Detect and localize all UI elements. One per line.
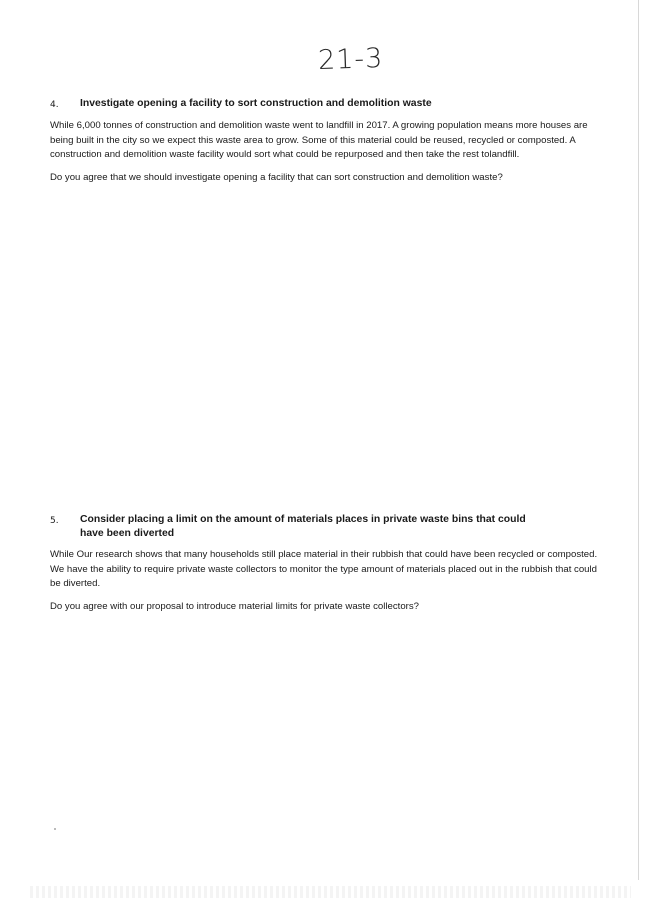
section-4-question: Do you agree that we should investigate opening a facility that can sort construction and demolition waste? [50, 171, 503, 183]
scan-noise-strip [30, 886, 631, 898]
section-4 [50, 97, 602, 193]
section-4-title: Investigate opening a facility to sort construction and demolition waste [80, 98, 432, 109]
section-5-number: 5. [50, 516, 59, 526]
section-5-body: While Our research shows that many households still place material in their rubbish that could have been recycled or composted. We have the ability to require private waste collectors to monitor the type amount of materials placed out in the rubbish that could be diverted. [50, 549, 598, 590]
section-5 [50, 513, 602, 622]
section-4-body: While 6,000 tonnes of construction and demolition waste went to landfill in 2017. A growing population means more houses are being built in the city so we expect this waste area to grow. Some of this material could be reused, recycled or composted. A construction and demolition waste facility would sort what could be repurposed and then take the rest tolandfill. [50, 120, 588, 161]
section-5-heading [50, 513, 602, 541]
section-5-question: Do you agree with our proposal to introduce material limits for private waste collectors? [50, 600, 419, 612]
section-5-title: Consider placing a limit on the amount of materials places in private waste bins that could have been diverted [80, 514, 526, 539]
section-4-heading [50, 97, 602, 112]
page-edge [638, 0, 639, 880]
section-4-number: 4. [50, 100, 59, 110]
scan-speck [54, 828, 56, 830]
handwritten-reference: 21-3 [317, 42, 384, 77]
